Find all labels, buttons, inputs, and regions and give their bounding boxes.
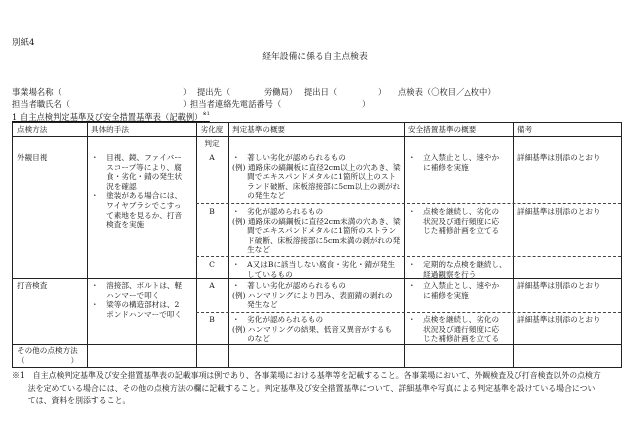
grade-hammer-a: A (209, 281, 215, 290)
phone-label: 担当者連絡先電話番号（ (190, 99, 282, 109)
technique-hammer: ・ 溶接部、ボルトは、軽 ハンマーで叩く ・ 梁等の構造部材は、2 ポンドハンマーで叩く (91, 281, 183, 319)
safety-visual-b: ・ 点検を継続し、劣化の 状況及び通行頻度に応 じた補修計画を立てる (408, 207, 500, 236)
criteria-visual-b: ・ 劣化が認められるもの (例) 通路床の縞鋼板に直径2cm未満の穴あき、梁 間でエキスパンドメタルに1箇所のストラン ド破断、床板溶接部に5cm未満の剥がれの発 生など (232, 207, 401, 255)
header-technique: 具体的手法 (91, 125, 129, 134)
footnotes (12, 370, 601, 408)
section-title: 1 自主点検判定基準及び安全措置基準表（記載例）$^{※1}$ (12, 111, 210, 122)
document-title: 経年設備に係る自主点検表 (262, 52, 368, 62)
grade-hammer-b: B (209, 315, 215, 324)
method-hammer: 打音検査 (17, 281, 48, 290)
header-method: 点検方法 (17, 125, 48, 134)
safety-hammer-a: ・ 立入禁止とし、速やか に補修を実施 (408, 281, 500, 300)
header-grade: 劣化度 (200, 125, 224, 134)
phone-close: ） (362, 99, 371, 109)
criteria-visual-c: ・ A又はBに該当しない腐食・劣化・錆が発生 しているもの (232, 260, 395, 279)
document-label: 別紙4 (12, 38, 35, 48)
remarks-visual-b: 詳細基準は別添のとおり (517, 207, 601, 216)
remarks-hammer-a: 詳細基準は別添のとおり (517, 281, 601, 290)
grade-visual-b: B (209, 207, 215, 216)
submit-date-close: ） (378, 87, 387, 97)
criteria-hammer-b: ・ 劣化が認められるもの (例) ハンマリングの結果、低音又異音がするも のなど (232, 315, 393, 344)
inspection-table (12, 122, 622, 368)
footnote-line: 法を定めている場合には、その他の点検方法の欄に記載すること。判定基準及び安全措置基準について、詳細基準や写真による判定基準を設けている場合につい (12, 383, 596, 393)
submit-date-label: 提出日（ (304, 87, 338, 97)
office-name-close: ） (183, 87, 192, 97)
method-visual: 外観目視 (17, 153, 48, 162)
footnote-line: ※1 自主点検判定基準及び安全措置基準表の記載事項は例であり、各事業場における基準等を記載すること。各事業場において、外観検査及び打音検査以外の点検方 (12, 371, 601, 380)
safety-visual-a: ・ 立入禁止とし、速やか に補修を実施 (408, 153, 500, 172)
grade-visual-a: A (209, 153, 215, 162)
method-other: その他の点検方法 （ ） (17, 346, 79, 365)
person-name-close: ） (183, 99, 192, 109)
header-remarks: 備考 (517, 125, 533, 134)
labour-bureau-label: 労働局） (264, 87, 298, 97)
submit-to-label: 提出先（ (197, 87, 231, 97)
footnote-line: ては、資料を別添すること。 (12, 396, 131, 406)
safety-visual-c: ・ 定期的な点検を継続し、 経過観察を行う (408, 260, 507, 279)
inspection-sheet-label: 点検表（〇枚目／△枚中） (398, 87, 496, 97)
grade-visual-c: C (209, 260, 215, 269)
remarks-hammer-b: 詳細基準は別添のとおり (517, 315, 601, 324)
header-safety: 安全措置基準の概要 (408, 125, 477, 134)
technique-visual: ・ 目視、鏡、ファイバー スコープ等により、腐 食・劣化・錆の発生状 況を確認 ・ 塗装がある場合には、 ワイヤブラシでこすっ て素地を見るか、打音 検査を実施 (91, 153, 183, 230)
criteria-hammer-a: ・ 著しい劣化が認められるもの (例) ハンマリングにより凹み、表面錆の剥れの 発生など (232, 281, 393, 310)
criteria-visual-a: ・ 著しい劣化が認められるもの (例) 通路床の縞鋼板に直径2cm以上の穴あき、梁 間でエキスパンドメタルに1箇所以上のスト ランド破断、床板溶接部に5cm以上の剥がれ の発生など (232, 153, 401, 201)
safety-hammer-b: ・ 点検を継続し、劣化の 状況及び通行頻度に応 じた補修計画を立てる (408, 315, 500, 344)
office-name-label: 事業場名称（ (12, 87, 62, 97)
person-name-label: 担当者職氏名（ (12, 99, 71, 109)
header-judgement: 判定 (204, 139, 220, 148)
remarks-visual-a: 詳細基準は別添のとおり (517, 153, 601, 162)
header-criteria: 判定基準の概要 (232, 125, 286, 134)
